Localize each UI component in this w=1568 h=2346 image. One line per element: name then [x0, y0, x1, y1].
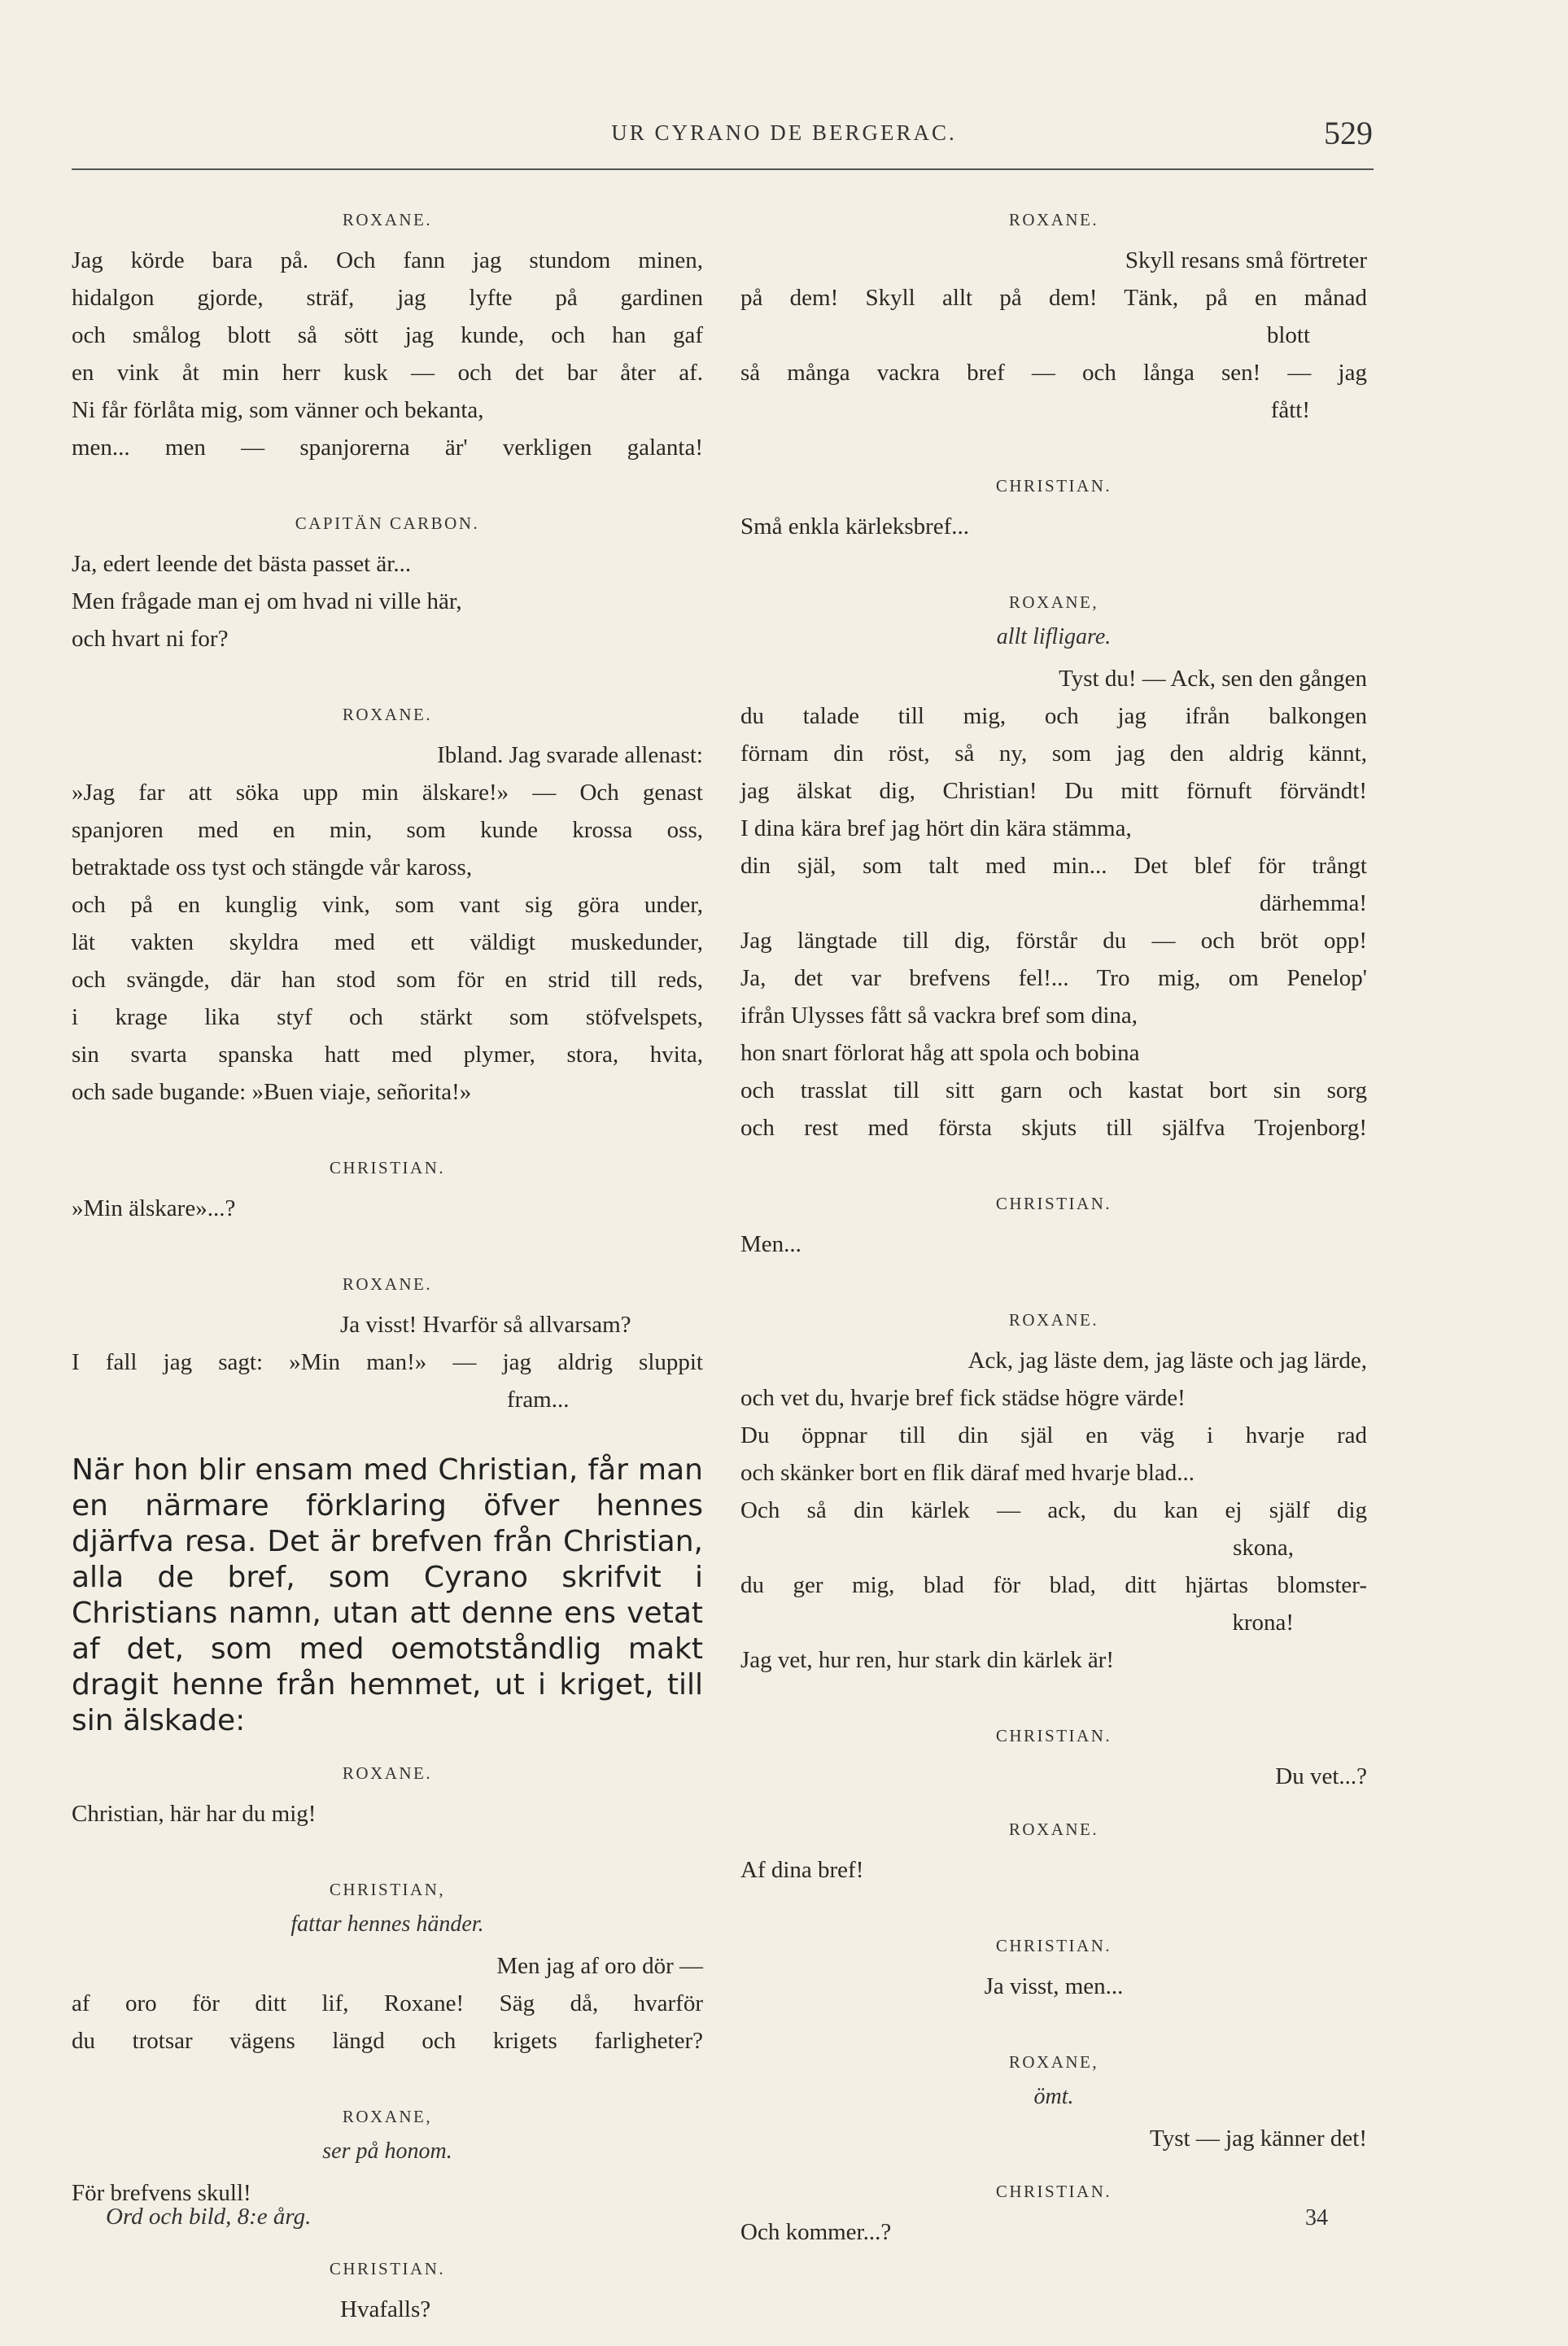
speaker-label: CHRISTIAN. — [995, 1194, 1112, 1213]
speaker-label: ROXANE. — [342, 210, 433, 229]
verse-line: och vet du, hvarje bref fick städse högre värde! — [740, 1385, 1186, 1411]
prose-paragraph: När hon blir ensam med Christian, får man en närmare förklaring öfver hennes djärfva resa. Det är brefven från Christian, alla de bref, som Cyrano skrifvit i Christians namn, utan att denne ens vetat af det, som med oemotståndlig makt dragit henne från hemmet, ut i kriget, till sin älskade: — [72, 1453, 703, 1737]
verse-line: spanjoren med en min, som kunde krossa oss, — [72, 817, 703, 843]
stage-direction: allt lifligare. — [996, 624, 1112, 649]
speaker-label: CHRISTIAN. — [329, 1158, 446, 1177]
speaker-label: CHRISTIAN. — [329, 2259, 446, 2278]
verse-line: Tyst — jag känner det! — [1150, 2125, 1367, 2152]
verse-line: och svängde, där han stod som för en strid till reds, — [72, 967, 703, 993]
footer-source: Ord och bild, 8:e årg. — [106, 2204, 312, 2230]
verse-line: jag älskat dig, Christian! Du mitt förnuft förvändt! — [740, 778, 1367, 804]
verse-line: på dem! Skyll allt på dem! Tänk, på en månad — [740, 285, 1367, 311]
speaker-label: ROXANE. — [1008, 1820, 1099, 1839]
speaker-label: ROXANE. — [342, 705, 433, 724]
header-rule — [72, 168, 1374, 170]
verse-line: Du öppnar till din själ en väg i hvarje rad — [740, 1422, 1367, 1448]
verse-line: Jag längtade till dig, förstår du — och bröt opp! — [740, 928, 1367, 954]
verse-line: hon snart förlorat håg att spola och bobina — [740, 1040, 1140, 1066]
speaker-label: ROXANE. — [1008, 210, 1099, 229]
verse-line: Ja visst! Hvarför så allvarsam? — [340, 1312, 631, 1338]
verse-line: Men... — [740, 1231, 801, 1257]
speaker-label: CHRISTIAN. — [995, 1936, 1112, 1955]
verse-line: du ger mig, blad för blad, ditt hjärtas blomster- — [740, 1572, 1367, 1598]
stage-direction: ömt. — [1033, 2084, 1074, 2109]
speaker-label: CHRISTIAN, — [329, 1880, 446, 1899]
verse-line: Af dina bref! — [740, 1857, 864, 1883]
speaker-label: CHRISTIAN. — [995, 476, 1112, 496]
verse-line: en vink åt min herr kusk — och det bar åter af. — [72, 360, 703, 386]
verse-line: Men frågade man ej om hvad ni ville här, — [72, 588, 462, 614]
verse-line: Christian, här har du mig! — [72, 1801, 317, 1827]
speaker-label: CAPITÄN CARBON. — [295, 513, 480, 533]
verse-line: Du vet...? — [1275, 1763, 1367, 1789]
verse-line: och rest med första skjuts till själfva Trojenborg! — [740, 1115, 1367, 1141]
verse-line: Ni får förlåta mig, som vänner och bekanta, — [72, 397, 484, 423]
speaker-label: ROXANE, — [1008, 592, 1099, 612]
verse-line: Men jag af oro dör — — [496, 1953, 703, 1979]
verse-line: Små enkla kärleksbref... — [740, 513, 970, 540]
verse-line: och smålog blott så sött jag kunde, och han gaf — [72, 322, 703, 348]
verse-line: Och kommer...? — [740, 2219, 892, 2245]
page-number: 529 — [1324, 115, 1373, 151]
verse-line: I fall jag sagt: »Min man!» — jag aldrig sluppit — [72, 1349, 703, 1375]
speaker-label: ROXANE. — [342, 1274, 433, 1294]
verse-line: du trotsar vägens längd och krigets farligheter? — [72, 2028, 703, 2054]
verse-line: Jag vet, hur ren, hur stark din kärlek är! — [740, 1647, 1115, 1673]
verse-line: Ja, det var brefvens fel!... Tro mig, om Penelop' — [740, 965, 1367, 991]
verse-line: Och så din kärlek — ack, du kan ej själf dig — [740, 1497, 1367, 1523]
verse-line: »Min älskare»...? — [72, 1195, 236, 1221]
verse-line: förnam din röst, så ny, som jag den aldrig kännt, — [740, 740, 1367, 767]
verse-line: och trasslat till sitt garn och kastat bort sin sorg — [740, 1077, 1367, 1103]
verse-line: ifrån Ulysses fått så vackra bref som dina, — [740, 1003, 1138, 1029]
verse-line: Ibland. Jag svarade allenast: — [437, 742, 703, 768]
verse-line: För brefvens skull! — [72, 2180, 251, 2206]
verse-line: och sade bugande: »Buen viaje, señorita!» — [72, 1079, 472, 1105]
verse-line: hidalgon gjorde, sträf, jag lyfte på gardinen — [72, 285, 703, 311]
verse-line: därhemma! — [1259, 890, 1367, 916]
verse-line: betraktade oss tyst och stängde vår kaross, — [72, 854, 473, 880]
verse-line: lät vakten skyldra med ett väldigt muskedunder, — [72, 929, 703, 955]
verse-line: krona! — [1232, 1610, 1294, 1636]
verse-line: skona, — [1233, 1535, 1294, 1561]
left-column — [72, 195, 703, 2328]
verse-line: fått! — [1270, 397, 1310, 423]
verse-line: i krage lika styf och stärkt som stöfvelspets, — [72, 1004, 703, 1030]
speaker-label: CHRISTIAN. — [995, 2182, 1112, 2201]
verse-line: fram... — [507, 1387, 570, 1413]
verse-line: sin svarta spanska hatt med plymer, stora, hvita, — [72, 1042, 703, 1068]
verse-line: din själ, som talt med min... Det blef för trångt — [740, 853, 1367, 879]
speaker-label: ROXANE, — [342, 2107, 433, 2126]
verse-line: I dina kära bref jag hört din kära stämma, — [740, 815, 1132, 841]
verse-line: »Jag far att söka upp min älskare!» — Och genast — [72, 780, 703, 806]
verse-line: och på en kunglig vink, som vant sig göra under, — [72, 892, 703, 918]
verse-line: och skänker bort en flik däraf med hvarje blad... — [740, 1460, 1195, 1486]
verse-line: Tyst du! — Ack, sen den gången — [1059, 666, 1367, 692]
footer-signature: 34 — [1305, 2205, 1328, 2230]
verse-line: Jag körde bara på. Och fann jag stundom minen, — [72, 247, 703, 273]
verse-line: Ja, edert leende det bästa passet är... — [72, 551, 412, 577]
verse-line: och hvart ni for? — [72, 626, 229, 652]
verse-line: Ack, jag läste dem, jag läste och jag lärde, — [967, 1348, 1367, 1374]
speaker-label: ROXANE. — [1008, 1310, 1099, 1330]
stage-direction: ser på honom. — [322, 2138, 452, 2164]
right-column — [740, 195, 1367, 2251]
verse-line: men... men — spanjorerna är' verkligen galanta! — [72, 435, 703, 461]
header-title: UR CYRANO DE BERGERAC. — [611, 120, 957, 145]
verse-line: så många vackra bref — och långa sen! — jag — [740, 360, 1367, 386]
verse-line: du talade till mig, och jag ifrån balkongen — [740, 703, 1367, 729]
speaker-label: ROXANE. — [342, 1763, 433, 1783]
verse-line: Ja visst, men... — [984, 1973, 1124, 1999]
verse-line: blott — [1266, 322, 1310, 348]
verse-line: Skyll resans små förtreter — [1125, 247, 1367, 273]
speaker-label: ROXANE, — [1008, 2052, 1099, 2072]
speaker-label: CHRISTIAN. — [995, 1726, 1112, 1745]
verse-line: af oro för ditt lif, Roxane! Säg då, hvarför — [72, 1990, 703, 2016]
verse-line: Hvafalls? — [340, 2296, 431, 2322]
stage-direction: fattar hennes händer. — [290, 1911, 484, 1937]
